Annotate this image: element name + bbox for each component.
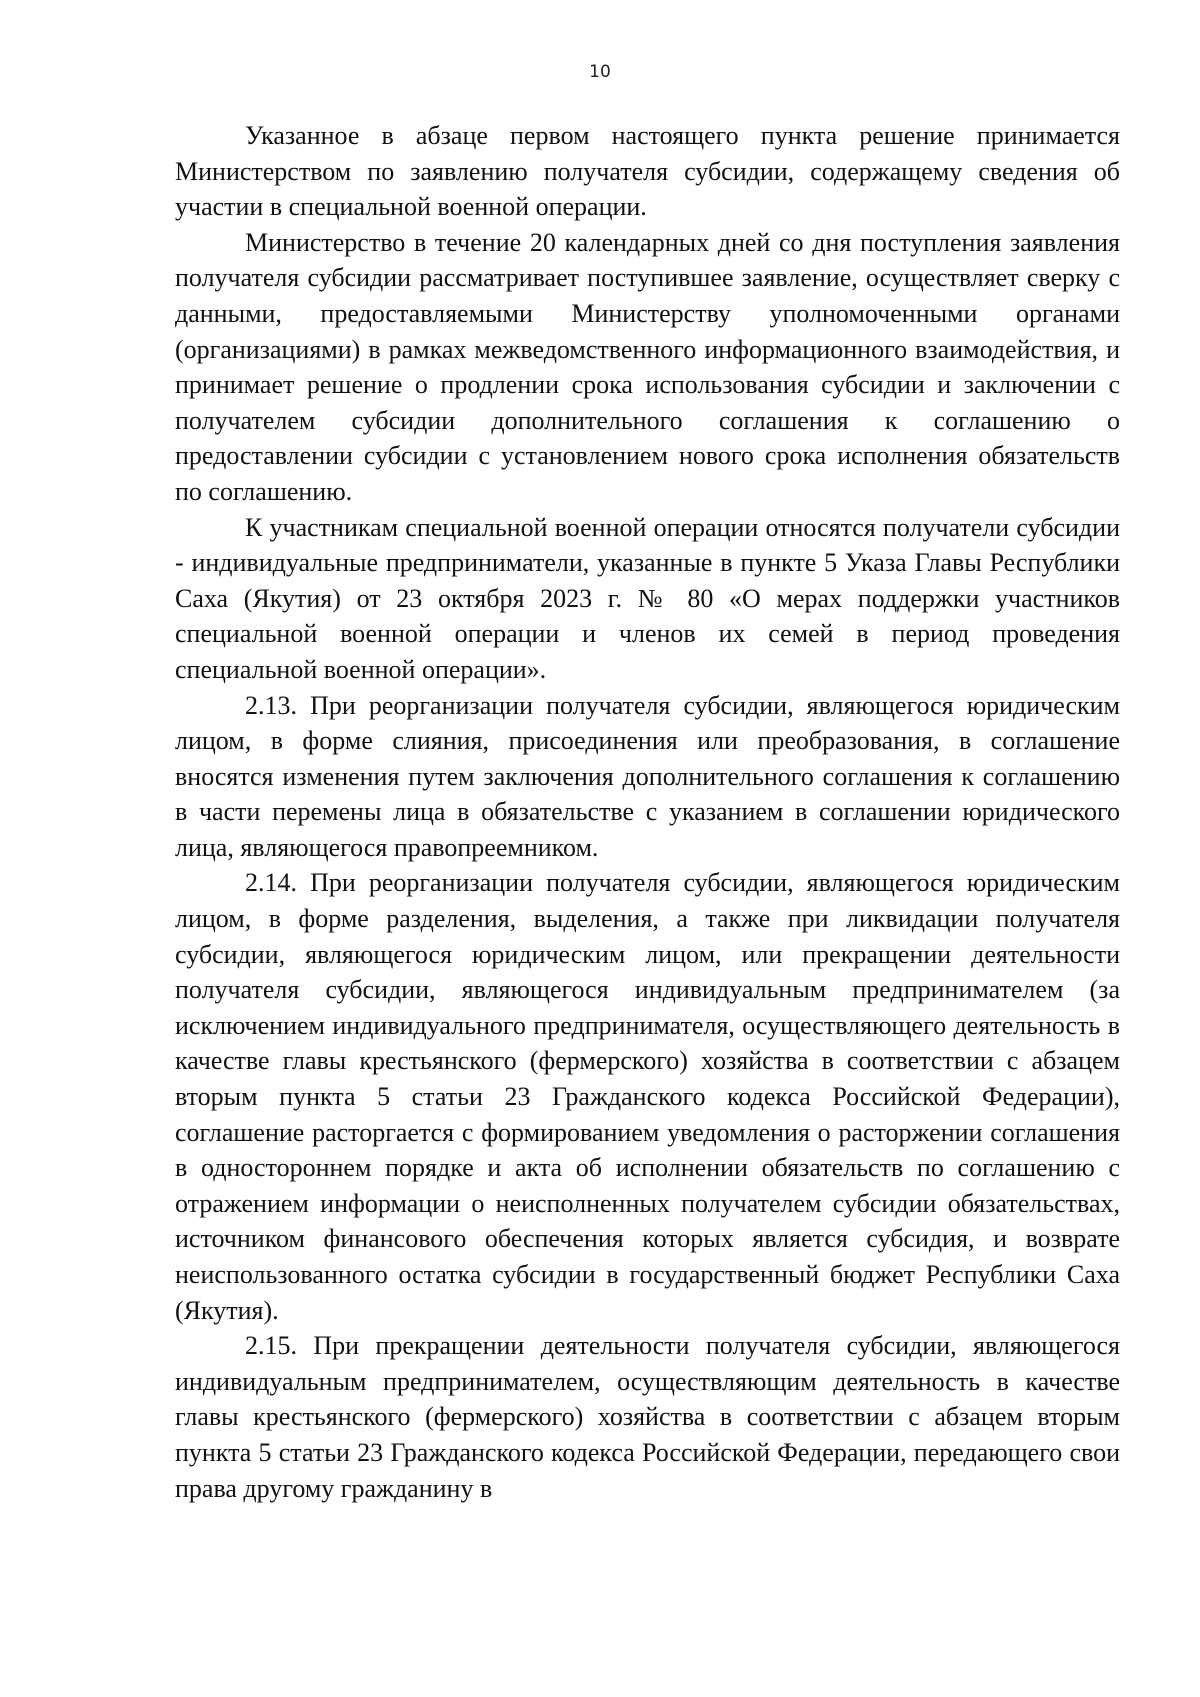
document-body bbox=[175, 118, 1120, 1506]
paragraph-2-13: 2.13. При реорганизации получателя субсидии, являющегося юридическим лицом, в форме слияния, присоединения или преобразования, в соглашение вносятся изменения путем заключения дополнительного соглашения к соглашению в части перемены лица в обязательстве с указанием в соглашении юридического лица, являющегося правопреемником. bbox=[175, 690, 1120, 862]
paragraph-2-15: 2.15. При прекращении деятельности получателя субсидии, являющегося индивидуальным предпринимателем, осуществляющим деятельность в качестве главы крестьянского (фермерского) хозяйства в соответствии с абзацем вторым пункта 5 статьи 23 Гражданского кодекса Российской Федерации, передающего свои права другому гражданину в bbox=[175, 1331, 1120, 1503]
paragraph-2-14: 2.14. При реорганизации получателя субсидии, являющегося юридическим лицом, в форме разделения, выделения, а также при ликвидации получателя субсидии, являющегося юридическим лицом, или прекращении деятельности получателя субсидии, являющегося индивидуальным предпринимателем (за исключением индивидуального предпринимателя, осуществляющего деятельность в качестве главы крестьянского (фермерского) хозяйства в соответствии с абзацем вторым пункта 5 статьи 23 Гражданского кодекса Российской Федерации), соглашение расторгается с формированием уведомления о расторжении соглашения в одностороннем порядке и акта об исполнении обязательств по соглашению с отражением информации о неисполненных получателем субсидии обязательствах, источником финансового обеспечения которых является субсидия, и возврате неиспользованного остатка субсидии в государственный бюджет Республики Саха (Якутия). bbox=[175, 868, 1120, 1325]
paragraph-ministry-review: Министерство в течение 20 календарных дней со дня поступления заявления получателя субсидии рассматривает поступившее заявление, осуществляет сверку с данными, предоставляемыми Министерству уполномоченными органами (организациями) в рамках межведомственного информационного взаимодействия, и принимает решение о продлении срока использования субсидии и заключении с получателем субсидии дополнительного соглашения к соглашению о предоставлении субсидии с установлением нового срока исполнения обязательств по соглашению. bbox=[175, 227, 1120, 506]
page-number: 10 bbox=[589, 62, 611, 82]
paragraph-svo-participants: К участникам специальной военной операции относятся получатели субсидии - индивидуальные предприниматели, указанные в пункте 5 Указа Главы Республики Саха (Якутия) от 23 октября 2023 г. № 80 «О мерах поддержки участников специальной военной операции и членов их семей в период проведения специальной военной операции». bbox=[175, 512, 1120, 684]
paragraph-decision-basis: Указанное в абзаце первом настоящего пункта решение принимается Министерством по заявлению получателя субсидии, содержащему сведения об участии в специальной военной операции. bbox=[175, 121, 1120, 222]
